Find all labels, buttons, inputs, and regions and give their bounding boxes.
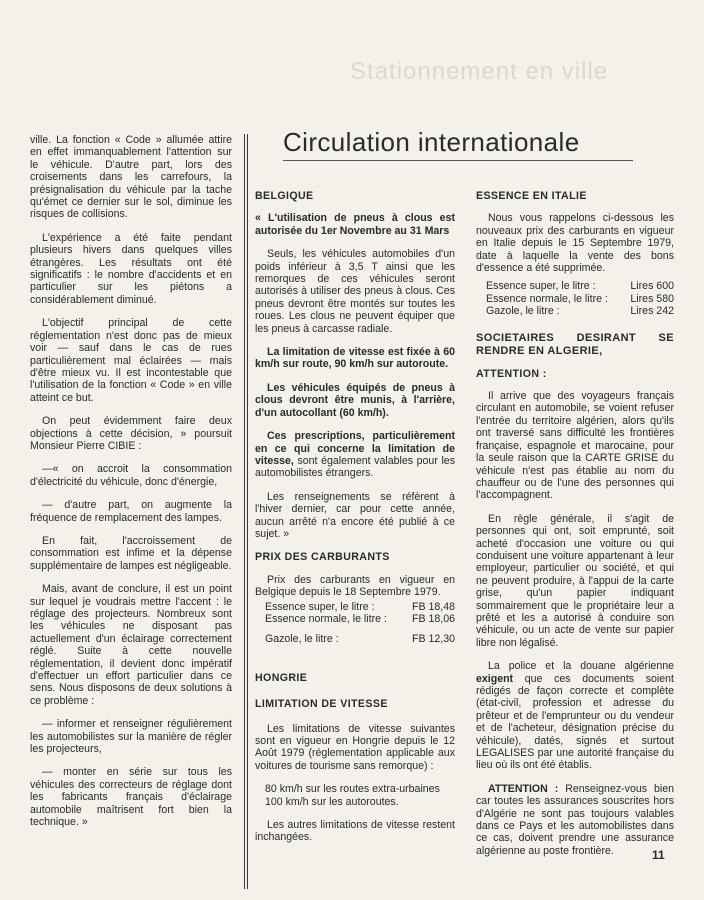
price-label: Essence normale, le litre :	[486, 292, 608, 305]
belgique-prescriptions-rest: sont également valables pour les automobilistes étrangers.	[255, 454, 455, 480]
algerie-paragraph	[476, 660, 674, 772]
section-heading-limitation: LIMITATION DE VITESSE	[255, 698, 388, 711]
section-heading-italie: ESSENCE EN ITALIE	[476, 190, 587, 202]
prix-list	[255, 601, 455, 646]
algerie-paragraph: Il arrive que des voyageurs français circulant en automobile, se voient refuser l'entrée du territoire algérien, alors qu'ils ont traversé sans difficulté les frontières française, espagnole et marocaine, pour la seule raison que la CARTE GRISE du véhicule n'est pas établie au nom du chauffeur ou de l'une des personnes qui l'accompagnent.	[476, 390, 674, 502]
left-paragraph: On peut évidemment faire deux objections à cette décision, » poursuit Monsieur Pierre CIBIE :	[30, 415, 232, 452]
column-divider-double	[247, 134, 248, 889]
column-divider	[244, 134, 245, 889]
right-column	[476, 190, 674, 868]
hongrie-limits	[255, 783, 455, 808]
belgique-prescriptions-bold: Ces prescriptions, particulièrement en ce qui concerne la limitation de vitesse,	[255, 430, 455, 467]
left-paragraph: ville. La fonction « Code » allumée attire en effet immanquablement l'attention sur le véhicule. D'autre part, lors des croisements dans les carrefours, la présignalisation du véhicule par la tache qu'émet ce dernier sur le sol, diminue les risques de collisions.	[30, 134, 232, 221]
price-row	[265, 633, 455, 645]
left-column	[30, 134, 232, 840]
price-label: Essence normale, le litre :	[265, 612, 387, 625]
italie-paragraph: Nous vous rappelons ci-dessous les nouveaux prix des carburants en vigueur en Italie depuis le 15 Septembre 1979, date à laquelle la vente des bons d'essence a été supprimée.	[476, 212, 674, 275]
hongrie-limit-line: 100 km/h sur les autoroutes.	[265, 795, 399, 808]
left-paragraph: L'expérience a été faite pendant plusieurs hivers dans quelques villes étrangères. Les résultats ont été significatifs : le nombre d'accidents et en particulier sur les piétons a considérablement diminué.	[30, 231, 232, 306]
price-label: Gazole, le litre :	[265, 633, 339, 646]
section-heading-algerie: SOCIETAIRES DESIRANT SE RENDRE EN ALGERIE,	[476, 331, 674, 357]
price-label: Essence super, le litre :	[486, 280, 596, 293]
belgique-paragraph: Les renseignements se réfèrent à l'hiver dernier, car pour cette année, aucun arrêté n'a encore été publié à ce sujet. »	[255, 490, 455, 540]
price-row	[265, 601, 455, 613]
belgique-paragraph: Seuls, les véhicules automobiles d'un poids inférieur à 3,5 T ainsi que les remorques de ces véhicules seront autorisés à utiliser des pneus à clous. Ces pneus devront être montés sur toutes les roues. Les clous ne peuvent équiper que les pneus à carcasse radiale.	[255, 248, 455, 335]
hongrie-paragraph: Les autres limitations de vitesse restent inchangées.	[255, 819, 455, 844]
algerie-paragraph	[476, 783, 674, 857]
title-underline	[283, 160, 633, 161]
price-row	[486, 305, 674, 317]
price-value: Lires 580	[630, 292, 674, 305]
hongrie-paragraph: Les limitations de vitesse suivantes sont en vigueur en Hongrie depuis le 12 Août 1979 (réglementation applicable aux voitures de tourisme sans remorque) :	[255, 722, 455, 772]
section-heading-prix: PRIX DES CARBURANTS	[255, 551, 390, 564]
attention-inline: ATTENTION :	[488, 782, 559, 795]
middle-column	[255, 190, 455, 855]
price-value: FB 18,06	[412, 612, 455, 625]
price-value: FB 18,48	[412, 600, 455, 613]
emphasis-exigent: exigent	[476, 672, 514, 685]
italie-prix-list	[476, 280, 674, 317]
hongrie-limit-line: 80 km/h sur les routes extra-urbaines	[265, 783, 440, 796]
price-row	[486, 280, 674, 292]
attention-heading: ATTENTION :	[476, 367, 547, 380]
left-paragraph: —« on accroit la consommation d'électricité du véhicule, donc d'énergie,	[30, 463, 232, 488]
price-value: FB 12,30	[412, 633, 455, 646]
left-paragraph: — informer et renseigner régulièrement les automobilistes sur la manière de régler les projecteurs,	[30, 718, 232, 756]
belgique-speed-limit: La limitation de vitesse est fixée à 60 km/h sur route, 90 km/h sur autoroute.	[255, 346, 455, 371]
price-value: Lires 242	[630, 305, 674, 318]
text-span: La police et la douane algérienne	[488, 660, 674, 673]
belgique-lead: « L'utilisation de pneus à clous est autorisée du 1er Novembre au 31 Mars	[255, 212, 455, 237]
text-span: Renseignez-vous bien car toutes les assurances souscrites hors d'Algérie ne sont pas toujours valables dans ce Pays et les automobilistes dans ce cas, doivent prendre une assurance algérienne au poste frontière.	[476, 782, 674, 857]
belgique-prescriptions	[255, 430, 455, 480]
prix-paragraph: Prix des carburants en vigueur en Belgique depuis le 18 Septembre 1979.	[255, 573, 455, 599]
price-value: Lires 600	[630, 280, 674, 293]
left-paragraph: Mais, avant de conclure, il est un point sur lequel je voudrais mettre l'accent : le réglage des projecteurs. Nombreux sont les véhicules ne disposant pas actuellement d'un éclairage correctement réglé. Suite à cette nouvelle réglementation, il devient donc impératif d'effectuer un effort particulier dans ce sens. Nous disposons de deux solutions à ce problème :	[30, 583, 232, 707]
algerie-paragraph: En règle générale, il s'agit de personnes qui ont, soit emprunté, soit acheté d'occasion une voiture ou qui conduisent une voiture appartenant à leur employeur, particulier ou société, et qui ne peuvent produire, à l'appui de la carte grise, qu'un papier indiquant sommairement que le propriétaire leur a prêté et les a autorisé à conduire son véhicule, ou un acte de vente sur papier libre non légalisé.	[476, 512, 674, 649]
text-span: que ces documents soient rédigés de façon correcte et complète (état-civil, profession et adresse du prêteur et de l'emprunteur ou du vendeur et de l'acheteur, désignation précise du véhicule), datés, signés et surtout LEGALISES par une autorité française du lieu où ils ont été établis.	[476, 672, 674, 772]
price-row	[486, 293, 674, 305]
left-paragraph: — d'autre part, on augmente la fréquence de remplacement des lampes.	[30, 499, 232, 524]
page-number: 11	[652, 848, 665, 862]
page-title: Circulation internationale	[283, 127, 580, 157]
price-label: Gazole, le litre :	[486, 305, 560, 318]
left-paragraph: — monter en série sur tous les véhicules des correcteurs de réglage dont les fabricants français d'éclairage automobile maîtrisent fort bien la technique. »	[30, 766, 232, 829]
section-heading-hongrie: HONGRIE	[255, 671, 308, 684]
price-row	[265, 613, 455, 625]
left-paragraph: L'objectif principal de cette réglementation n'est donc pas de mieux voir — sauf dans le cas de rues particulièrement mal éclairées — mais d'être mieux vu. Il est incontestable que l'utilisation de la fonction « Code » en ville atteint ce but.	[30, 317, 232, 404]
left-paragraph: En fait, l'accroissement de consommation est infime et la dépense supplémentaire de lampes est négligeable.	[30, 534, 232, 572]
section-heading-belgique: BELGIQUE	[255, 190, 314, 202]
price-label: Essence super, le litre :	[265, 600, 375, 613]
faded-heading: Stationnement en ville	[350, 58, 609, 85]
belgique-sticker: Les véhicules équipés de pneus à clous devront être munis, à l'arrière, d'un autocollant (60 km/h).	[255, 381, 455, 419]
